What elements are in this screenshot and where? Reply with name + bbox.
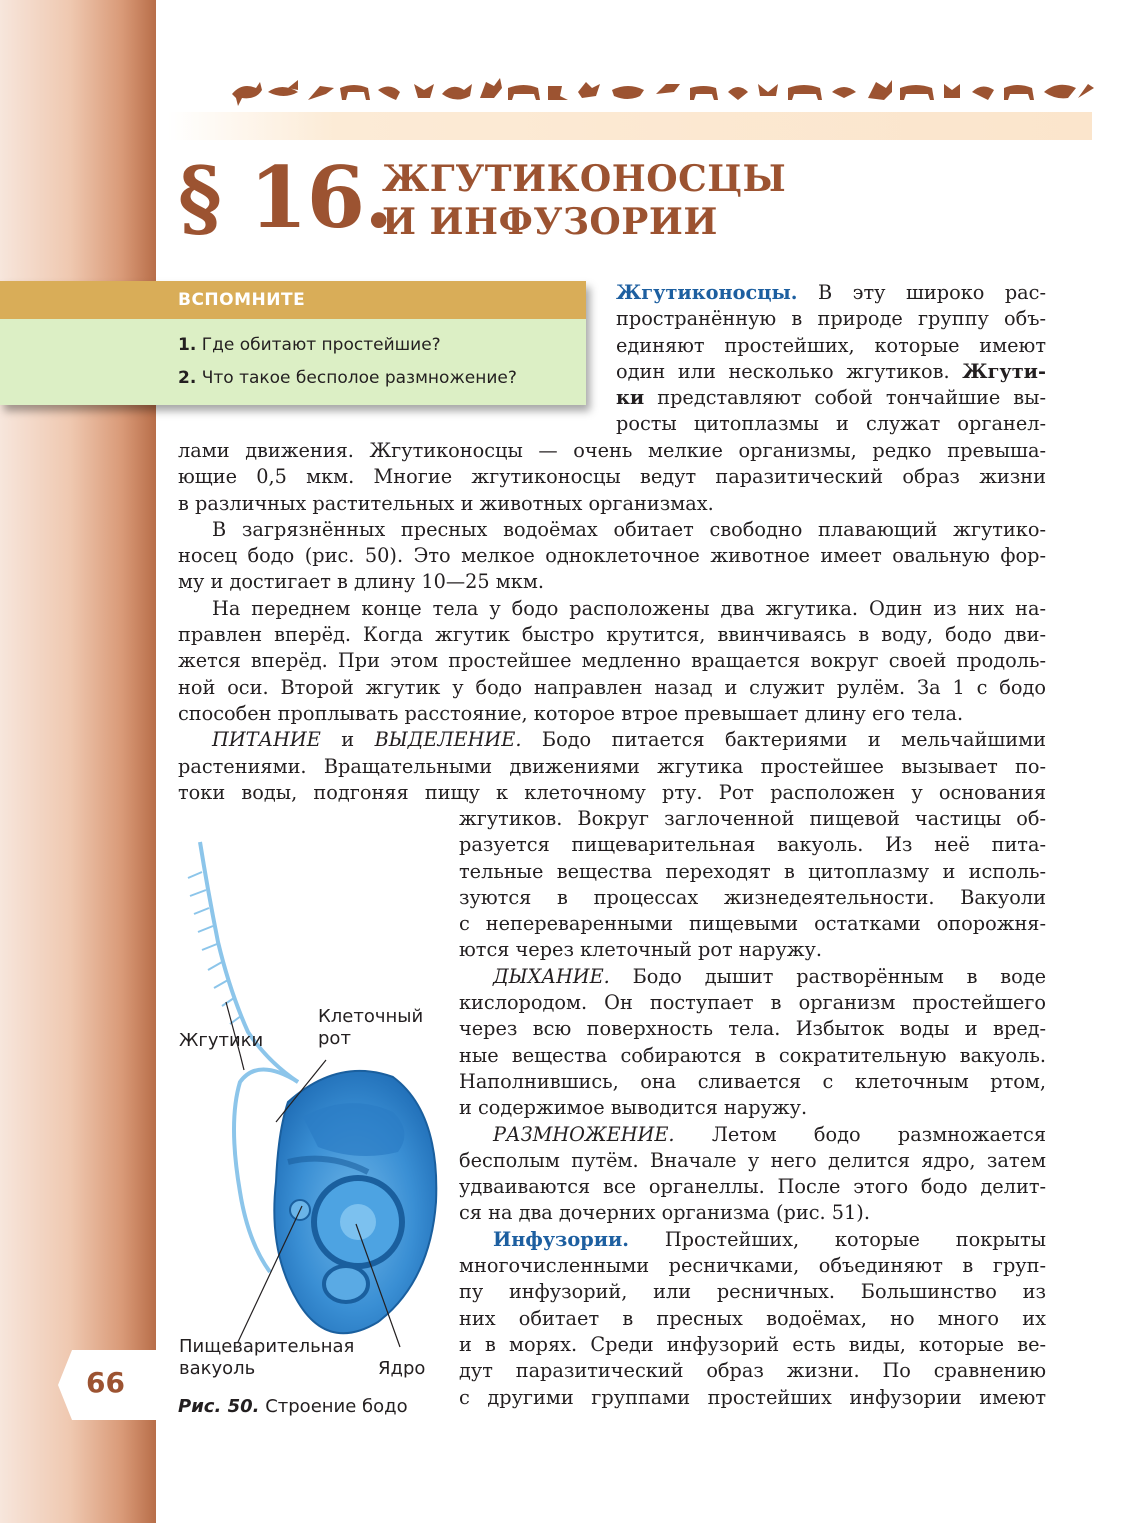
text-line: ся на два дочерних организма (рис. 51). [459,1201,870,1225]
page-margin-band [0,0,156,1523]
label-digestive-vacuole: Пищеварительная вакуоль [179,1336,355,1379]
text-line: с непереваренными пищевыми остатками опорожня- [459,912,1046,936]
page-number: 66 [86,1366,125,1399]
text-line: На переднем конце тела у бодо расположены два жгутика. Один из них на- [212,596,1046,620]
recall-question-2: 2. Что такое бесполое размножение? [178,368,517,388]
text-line: жгутиков. Вокруг заглоченной пищевой частицы об- [459,807,1046,830]
text-line: пу инфузорий, или ресничных. Большинство из [459,1280,1046,1304]
text-block-intro [616,280,1046,438]
text-line: с другими группами простейших инфузории имеют [459,1385,1046,1409]
text-line: токи воды, подгоняя пищу к клеточному рту. Рот расположен у основания [178,780,1046,804]
figure-caption: Рис. 50. Строение бодо [178,1396,408,1417]
text-line: ются через клеточный рот наружу. [459,938,823,962]
recall-questions [0,319,586,405]
label-flagella: Жгутики [179,1030,264,1051]
title-line-1: ЖГУТИКОНОСЦЫ [382,158,787,200]
text-line: ки представляют собой тончайшие вы- [616,386,1046,410]
header-band [168,112,1092,140]
leader-line [240,1054,244,1070]
recall-heading: ВСПОМНИТЕ [0,281,586,319]
text-line: в различных растительных и животных организмах. [178,491,714,515]
animal-silhouettes-strip [228,74,1094,108]
title-line-2: И ИНФУЗОРИИ [382,201,718,243]
text-block-main [178,438,1046,806]
text-line: дут паразитический образ жизни. По сравнению [459,1359,1046,1383]
text-line: зуются в процессах жизнедеятельности. Вакуоли [459,885,1046,909]
text-line: РАЗМНОЖЕНИЕ. Летом бодо размножается [493,1122,1046,1146]
text-line: один или несколько жгутиков. Жгути- [616,359,1046,383]
text-line: через всю поверхность тела. Избыток воды и вред- [459,1017,1046,1041]
text-line: разуется пищеварительная вакуоль. Из неё пита- [459,833,1046,857]
vacuole [324,1266,368,1302]
text-block-right [459,806,1046,1411]
paragraph-title [382,158,786,244]
recall-question-1: 1. Где обитают простейшие? [178,335,441,355]
text-line: ДЫХАНИЕ. Бодо дышит растворённым в воде [493,964,1046,988]
text-line: тельные вещества переходят в цитоплазму и исполь- [459,859,1046,883]
text-line: Жгутиконосцы. В эту широко рас- [616,281,1046,304]
text-line: росты цитоплазмы и служат органел- [616,412,1046,436]
text-line: лами движения. Жгутиконосцы — очень мелкие организмы, редко превыша- [178,439,1046,462]
text-line: ные вещества собираются в сократительную вакуоль. [459,1043,1046,1067]
flagellum-hairs [188,872,241,1024]
text-line: Наполнившись, она сливается с клеточным ртом, [459,1069,1046,1093]
text-line: бесполым путём. Вначале у него делится ядро, затем [459,1148,1046,1172]
text-line: Инфузории. Простейших, которые покрыты [493,1227,1046,1251]
text-line: пространённую в природе группу объ- [616,307,1046,331]
text-line: жется вперёд. При этом простейшее медленно вращается вокруг своей продоль- [178,649,1046,673]
text-line: многочисленными ресничками, объединяют в груп- [459,1254,1046,1278]
paragraph-number: § 16. [178,148,393,247]
text-line: и содержимое выводится наружу. [459,1096,808,1120]
text-line: способен проплывать расстояние, которое втрое превышает длину его тела. [178,701,964,725]
nucleolus [340,1204,376,1240]
text-line: ной оси. Второй жгутик у бодо направлен назад и служит рулём. За 1 с бодо [178,675,1046,699]
text-line: В загрязнённых пресных водоёмах обитает свободно плавающий жгутико- [212,517,1046,541]
text-line: и в морях. Среди инфузорий есть виды, которые ве- [459,1332,1046,1356]
text-line: удваиваются все органеллы. После этого бодо делит- [459,1175,1046,1199]
text-line: ющие 0,5 мкм. Многие жгутиконосцы ведут паразитический образ жизни [178,465,1046,489]
text-line: ПИТАНИЕ и ВЫДЕЛЕНИЕ. Бодо питается бактериями и мельчайшими [212,728,1046,752]
text-line: правлен вперёд. Когда жгутик быстро крутится, ввинчиваясь в воду, бодо дви- [178,623,1046,647]
text-line: растениями. Вращательными движениями жгутика простейшее вызывает по- [178,754,1046,778]
text-line: кислородом. Он поступает в организм простейшего [459,991,1046,1015]
text-line: единяют простейших, которые имеют [616,333,1046,357]
text-line: них обитает в пресных водоёмах, но много их [459,1306,1046,1330]
text-line: му и достигает в длину 10—25 мкм. [178,570,544,594]
recall-box [0,281,586,405]
text-line: носец бодо (рис. 50). Это мелкое одноклеточное животное имеет овальную фор- [178,544,1046,568]
label-cell-mouth: Клеточный рот [318,1006,424,1049]
bodo-illustration [178,832,448,1352]
label-nucleus: Ядро [378,1358,426,1379]
